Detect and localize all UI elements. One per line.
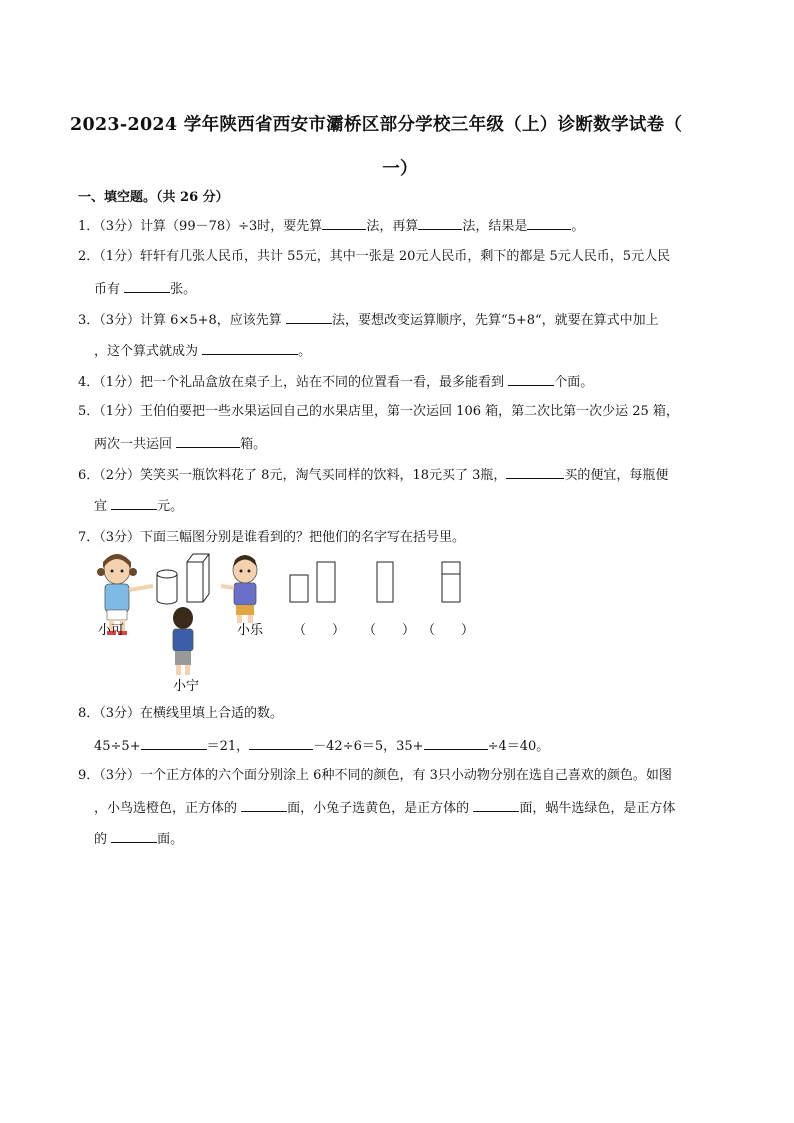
question-1 (78, 217, 728, 235)
title-line-2: 一） (382, 159, 418, 179)
question-text: （1分）把一个礼品盒放在桌子上，站在不同的位置看一看，最多能看到 (99, 375, 505, 390)
answer-blank[interactable] (418, 217, 462, 230)
question-text: ，小鸟选橙色，正方体的 (94, 801, 238, 816)
answer-blank[interactable] (506, 466, 564, 479)
question-text: 买的便宜，每瓶便 (564, 468, 669, 483)
box-object (187, 554, 209, 602)
view-2-drawing (377, 562, 393, 602)
question-text: 法，要想改变运算顺序，先算“5+8“，就要在算式中加上 (331, 313, 659, 328)
question-text: （2分）笑笑买一瓶饮料花了 8元，淘气买同样的饮料，18元买了 3瓶， (99, 468, 507, 483)
answer-blank[interactable] (286, 311, 332, 324)
question-number: 5． (78, 404, 100, 419)
answer-blank[interactable] (241, 799, 287, 812)
answer-blank[interactable] (424, 737, 488, 750)
question-text: 币有 (94, 282, 121, 297)
answer-bracket-3: （ ） (422, 623, 475, 638)
answer-blank[interactable] (322, 217, 366, 230)
question-number: 2． (78, 249, 100, 264)
title-line-1: 2023-2024 学年陕西省西安市灞桥区部分学校三年级（上）诊断数学试卷（ (70, 115, 683, 135)
question-6 (78, 466, 728, 514)
question-3 (78, 311, 728, 359)
question-text: 面，小兔子选黄色，是正方体的 (287, 801, 470, 816)
question-4 (78, 373, 728, 391)
equation-text: ＝21， (206, 739, 250, 754)
question-text: 法，结果是 (462, 219, 528, 234)
question-text: 宜 (94, 499, 108, 514)
question-text: 法，再算 (366, 219, 419, 234)
question-text: （3分）计算（99－78）÷3时，要先算 (99, 219, 323, 234)
answer-bracket-2: （ ） (363, 623, 416, 638)
views-illustration (95, 550, 475, 695)
question-text: （3分）在横线里填上合适的数。 (99, 706, 284, 721)
question-8 (78, 706, 728, 754)
question-text: 箱。 (240, 437, 267, 452)
answer-blank[interactable] (111, 497, 157, 510)
question-text: （3分）计算 6×5+8，应该先算 (99, 313, 282, 328)
question-7-figure (95, 550, 475, 695)
answer-blank[interactable] (124, 280, 170, 293)
view-1-drawing (290, 562, 335, 602)
cylinder-object (157, 570, 177, 604)
question-number: 8． (78, 706, 100, 721)
boy-xiaoning-illustration (173, 607, 193, 675)
answer-blank[interactable] (202, 342, 298, 355)
answer-blank[interactable] (141, 737, 207, 750)
question-text: 元。 (157, 499, 184, 514)
exam-title (70, 103, 730, 191)
question-text: ，这个算式就成为 (94, 344, 199, 359)
question-text: 的 (94, 832, 108, 847)
question-text: （1分）王伯伯要把一些水果运回自己的水果店里，第一次运回 106 箱，第二次比第一次少运 25 箱， (99, 404, 679, 419)
equation-text: 45÷5+ (94, 739, 141, 754)
question-number: 7． (78, 530, 100, 545)
question-text: 个面。 (554, 375, 594, 390)
question-number: 1． (78, 219, 100, 234)
name-label-xiaoke: 小可 (98, 623, 125, 638)
answer-blank[interactable] (473, 799, 519, 812)
question-5 (78, 404, 728, 452)
question-text: （3分）一个正方体的六个面分别涂上 6种不同的颜色，有 3只小动物分别在选自己喜欢的颜色。如图 (99, 768, 672, 783)
answer-blank[interactable] (527, 217, 571, 230)
answer-blank[interactable] (111, 830, 157, 843)
equation-text: ÷4＝40。 (487, 739, 550, 754)
question-2 (78, 249, 728, 297)
question-text: （1分）轩轩有几张人民币，共计 55元，其中一张是 20元人民币，剩下的都是 5元人民币，5元人民 (99, 249, 671, 264)
answer-bracket-1: （ ） (293, 623, 346, 638)
name-label-xiaoning: 小宁 (173, 679, 200, 694)
answer-blank[interactable] (176, 435, 240, 448)
question-number: 9． (78, 768, 100, 783)
boy-xiaole-illustration (221, 555, 257, 623)
question-text: 面。 (157, 832, 184, 847)
question-number: 3． (78, 313, 100, 328)
question-text: 面，蜗牛选绿色，是正方体 (519, 801, 676, 816)
question-text: 两次一共运回 (94, 437, 173, 452)
question-text: 。 (571, 219, 585, 234)
name-label-xiaole: 小乐 (237, 623, 264, 638)
question-text: 。 (298, 344, 312, 359)
section-heading: 一、填空题。（共 26 分） (78, 190, 229, 205)
question-text: （3分）下面三幅图分别是谁看到的？把他们的名字写在括号里。 (99, 530, 466, 545)
question-number: 4． (78, 375, 100, 390)
question-number: 6． (78, 468, 100, 483)
equation-text: －42÷6＝5，35+ (313, 739, 424, 754)
question-text: 张。 (170, 282, 197, 297)
question-9 (78, 768, 728, 847)
view-3-drawing (442, 562, 460, 602)
answer-blank[interactable] (508, 373, 554, 386)
answer-blank[interactable] (249, 737, 313, 750)
question-7 (78, 530, 728, 546)
